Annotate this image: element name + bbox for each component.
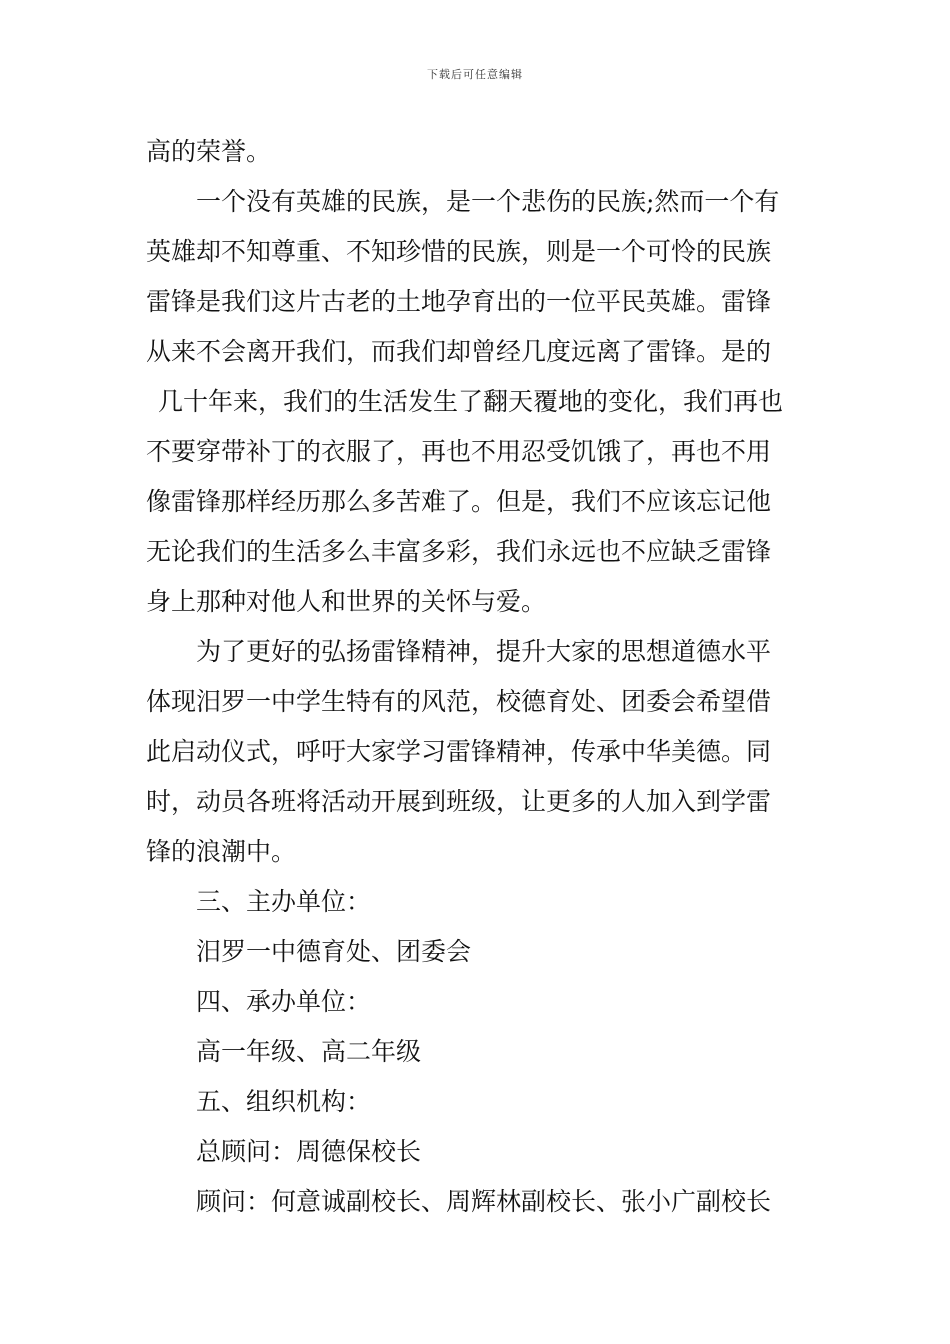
text-line: 高的荣誉。 bbox=[146, 137, 272, 166]
text-line: 体现汨罗一中学生特有的风范，校德育处、团委会希望借 bbox=[146, 687, 772, 716]
text-line: 无论我们的生活多么丰富多彩，我们永远也不应缺乏雷锋 bbox=[146, 537, 772, 566]
section-heading: 四、承办单位： bbox=[196, 987, 372, 1016]
document-body bbox=[146, 127, 806, 1227]
text-line: 总顾问：周德保校长 bbox=[196, 1137, 422, 1166]
text-line: 像雷锋那样经历那么多苦难了。但是，我们不应该忘记他 bbox=[146, 487, 772, 516]
text-line: 此启动仪式，呼吁大家学习雷锋精神，传承中华美德。同 bbox=[146, 737, 772, 766]
text-line: 时，动员各班将活动开展到班级，让更多的人加入到学雷 bbox=[146, 787, 772, 816]
text-line: 身上那种对他人和世界的关怀与爱。 bbox=[146, 587, 547, 616]
text-line: 为了更好的弘扬雷锋精神，提升大家的思想道德水平 bbox=[196, 637, 772, 666]
text-line: 从来不会离开我们，而我们却曾经几度远离了雷锋。是的 bbox=[146, 337, 772, 366]
text-line: 不要穿带补丁的衣服了，再也不用忍受饥饿了，再也不用 bbox=[146, 437, 772, 466]
text-line: 汨罗一中德育处、团委会 bbox=[196, 937, 472, 966]
section-heading: 三、主办单位： bbox=[196, 887, 372, 916]
text-line: 英雄却不知尊重、不知珍惜的民族，则是一个可怜的民族 bbox=[146, 237, 772, 266]
page-header: 下载后可任意编辑 bbox=[427, 68, 523, 81]
text-line: 一个没有英雄的民族，是一个悲伤的民族;然而一个有 bbox=[196, 187, 780, 216]
text-line: 雷锋是我们这片古老的土地孕育出的一位平民英雄。雷锋 bbox=[146, 287, 772, 316]
text-line: 高一年级、高二年级 bbox=[196, 1037, 422, 1066]
text-line: 锋的浪潮中。 bbox=[146, 837, 297, 866]
text-line: 几十年来，我们的生活发生了翻天覆地的变化，我们再也 bbox=[158, 387, 784, 416]
text-line: 顾问：何意诚副校长、周辉林副校长、张小广副校长 bbox=[196, 1187, 772, 1216]
section-heading: 五、组织机构： bbox=[196, 1087, 372, 1116]
